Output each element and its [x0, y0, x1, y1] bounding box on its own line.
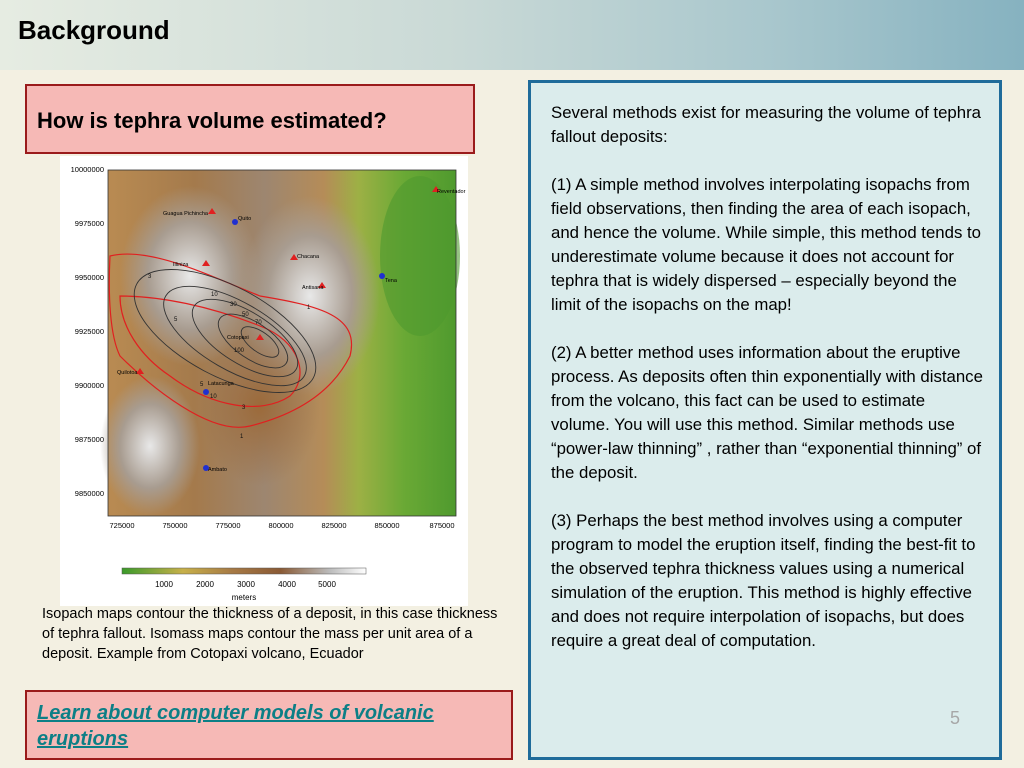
- intro-paragraph: Several methods exist for measuring the volume of tephra fallout deposits:: [551, 103, 982, 146]
- place-label: Quilotoa: [117, 370, 138, 376]
- elevation-scale-bar: [122, 568, 366, 574]
- method-1-paragraph: (1) A simple method involves interpolating isopachs from field observations, then finding the area of each isopach, and hence the volume. While simple, this method tends to underestimate volume because it does not account for tephra that is widely dispersed – especially beyond the limit of the isopachs on the map!: [551, 175, 982, 314]
- scale-tick-label: 1000: [155, 580, 173, 589]
- x-tick-label: 875000: [429, 521, 455, 530]
- x-tick-label: 775000: [215, 521, 241, 530]
- place-label: Chacana: [297, 254, 320, 260]
- methods-panel: [528, 80, 1002, 760]
- method-3-paragraph: (3) Perhaps the best method involves using a computer program to model the eruption itself, finding the best-fit to the observed tephra thickness values using a numerical simulation of the eruption. This method is highly effective and does not require interpolation of isopachs, but does require a great deal of computation.: [551, 511, 976, 650]
- scale-unit-label: meters: [231, 593, 257, 602]
- y-tick-label: 9950000: [74, 273, 104, 282]
- method-2-paragraph: (2) A better method uses information about the eruptive process. As deposits often thin exponentially with distance from the volcano, this fact can be used to estimate volume. You will use this method. Similar methods use “power-law thinning” , rather than “exponential thinning” of the deposit.: [551, 343, 983, 482]
- question-text: How is tephra volume estimated?: [37, 108, 387, 133]
- terrain-highland: [100, 376, 200, 516]
- place-label: Tena: [385, 278, 397, 284]
- contour-label: 5: [200, 382, 204, 388]
- place-label: Cotopaxi: [227, 335, 249, 341]
- contour-label: 100: [234, 348, 245, 354]
- contour-label: 30: [230, 302, 237, 308]
- x-tick-label: 825000: [321, 521, 347, 530]
- y-tick-label: 9850000: [74, 489, 104, 498]
- contour-label: 10: [211, 292, 218, 298]
- place-label: Quito: [238, 216, 252, 222]
- place-label: Latacunga: [208, 381, 234, 387]
- contour-label: 10: [210, 394, 217, 400]
- contour-label: 70: [255, 320, 262, 326]
- computer-models-link[interactable]: Learn about computer models of volcanic eruptions: [37, 702, 434, 750]
- title-bar: [0, 0, 1024, 70]
- x-tick-label: 800000: [268, 521, 294, 530]
- place-label: Ambato: [208, 467, 227, 473]
- contour-label: 1: [240, 434, 244, 440]
- isopach-map-figure: [60, 156, 468, 606]
- scale-tick-label: 5000: [318, 580, 336, 589]
- y-tick-label: 9975000: [74, 219, 104, 228]
- x-tick-label: 725000: [109, 521, 135, 530]
- slide-title: Background: [18, 15, 170, 45]
- contour-label: 3: [242, 405, 246, 411]
- contour-label: 1: [307, 305, 311, 311]
- contour-label: 50: [242, 312, 249, 318]
- contour-label: 5: [174, 317, 178, 323]
- x-tick-label: 750000: [162, 521, 188, 530]
- question-box: [25, 84, 475, 154]
- x-tick-label: 850000: [374, 521, 400, 530]
- place-label: Reventador: [437, 189, 466, 195]
- isopach-map: [60, 156, 468, 606]
- scale-tick-label: 3000: [237, 580, 255, 589]
- place-label: Antisana: [302, 285, 324, 291]
- scale-tick-label: 2000: [196, 580, 214, 589]
- map-caption: Isopach maps contour the thickness of a deposit, in this case thickness of tephra fallout. Isomass maps contour the mass per unit area of a deposit. Example from Cotopaxi volcano, Ecuador: [42, 606, 498, 662]
- place-label: Illiniza: [173, 262, 189, 268]
- scale-tick-label: 4000: [278, 580, 296, 589]
- page-number: 5: [950, 708, 961, 728]
- y-tick-label: 9875000: [74, 435, 104, 444]
- y-tick-label: 9900000: [74, 381, 104, 390]
- terrain-lowland: [380, 176, 460, 336]
- link-box: [25, 690, 513, 760]
- place-label: Guagua Pichincha: [163, 211, 208, 217]
- methods-text: [551, 101, 987, 677]
- y-tick-label: 10000000: [70, 165, 104, 174]
- y-tick-label: 9925000: [74, 327, 104, 336]
- contour-label: 3: [148, 274, 152, 280]
